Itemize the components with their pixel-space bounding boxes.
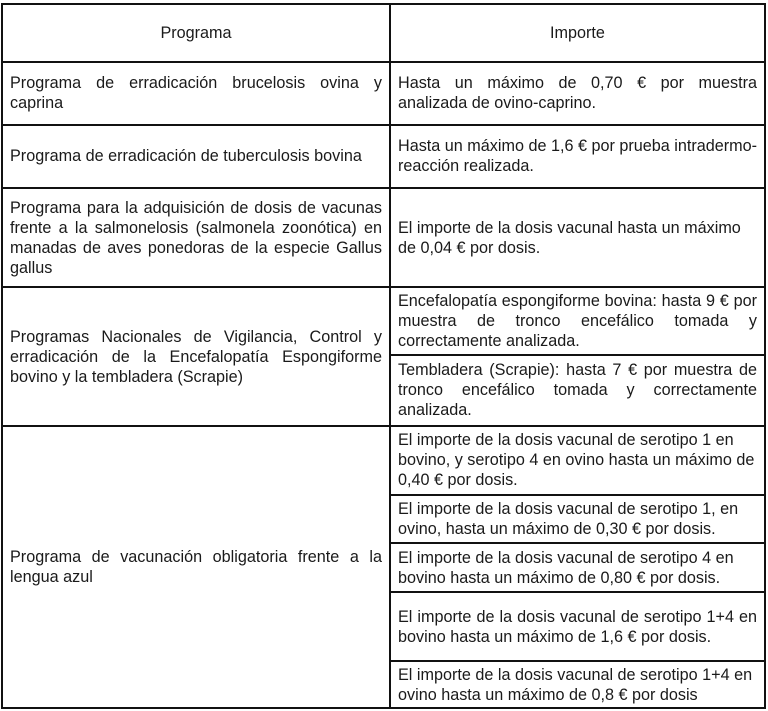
importe-cell: El importe de la dosis vacunal de serotipo 4 en bovino hasta un máximo de 0,80 € por dosis.	[390, 543, 765, 592]
importe-cell: El importe de la dosis vacunal de serotipo 1 en bovino, y serotipo 4 en ovino hasta un máximo de 0,40 € por dosis.	[390, 426, 765, 495]
table-row	[2, 125, 765, 188]
importe-cell: El importe de la dosis vacunal de serotipo 1+4 en bovino hasta un máximo de 1,6 € por dosis.	[390, 592, 765, 661]
programa-cell: Programa de erradicación brucelosis ovina y caprina	[2, 62, 390, 125]
importe-cell: El importe de la dosis vacunal de serotipo 1+4 en ovino hasta un máximo de 0,8 € por dosis	[390, 661, 765, 708]
table-row	[2, 62, 765, 125]
header-row	[2, 4, 765, 62]
table-row	[2, 287, 765, 354]
importe-cell: El importe de la dosis vacunal hasta un máximo de 0,04 € por dosis.	[390, 188, 765, 288]
importe-cell: Tembladera (Scrapie): hasta 7 € por muestra de tronco encefálico tomada y correctamente analizada.	[390, 355, 765, 426]
programs-table	[1, 3, 766, 709]
programa-cell: Programas Nacionales de Vigilancia, Control y erradicación de la Encefalopatía Espongiforme bovino y la tembladera (Scrapie)	[2, 287, 390, 425]
importe-cell: El importe de la dosis vacunal de serotipo 1, en ovino, hasta un máximo de 0,30 € por dosis.	[390, 495, 765, 544]
table-row	[2, 426, 765, 495]
table-row	[2, 188, 765, 288]
importe-cell: Hasta un máximo de 0,70 € por muestra analizada de ovino-caprino.	[390, 62, 765, 125]
header-importe: Importe	[390, 4, 765, 62]
importe-cell: Encefalopatía espongiforme bovina: hasta 9 € por muestra de tronco encefálico tomada y correctamente analizada.	[390, 287, 765, 354]
header-programa: Programa	[2, 4, 390, 62]
programa-cell: Programa de erradicación de tuberculosis bovina	[2, 125, 390, 188]
importe-cell: Hasta un máximo de 1,6 € por prueba intradermo-reacción realizada.	[390, 125, 765, 188]
programa-cell: Programa para la adquisición de dosis de vacunas frente a la salmonelosis (salmonela zoonótica) en manadas de aves ponedoras de la especie Gallus gallus	[2, 188, 390, 288]
programa-cell: Programa de vacunación obligatoria frente a la lengua azul	[2, 426, 390, 708]
